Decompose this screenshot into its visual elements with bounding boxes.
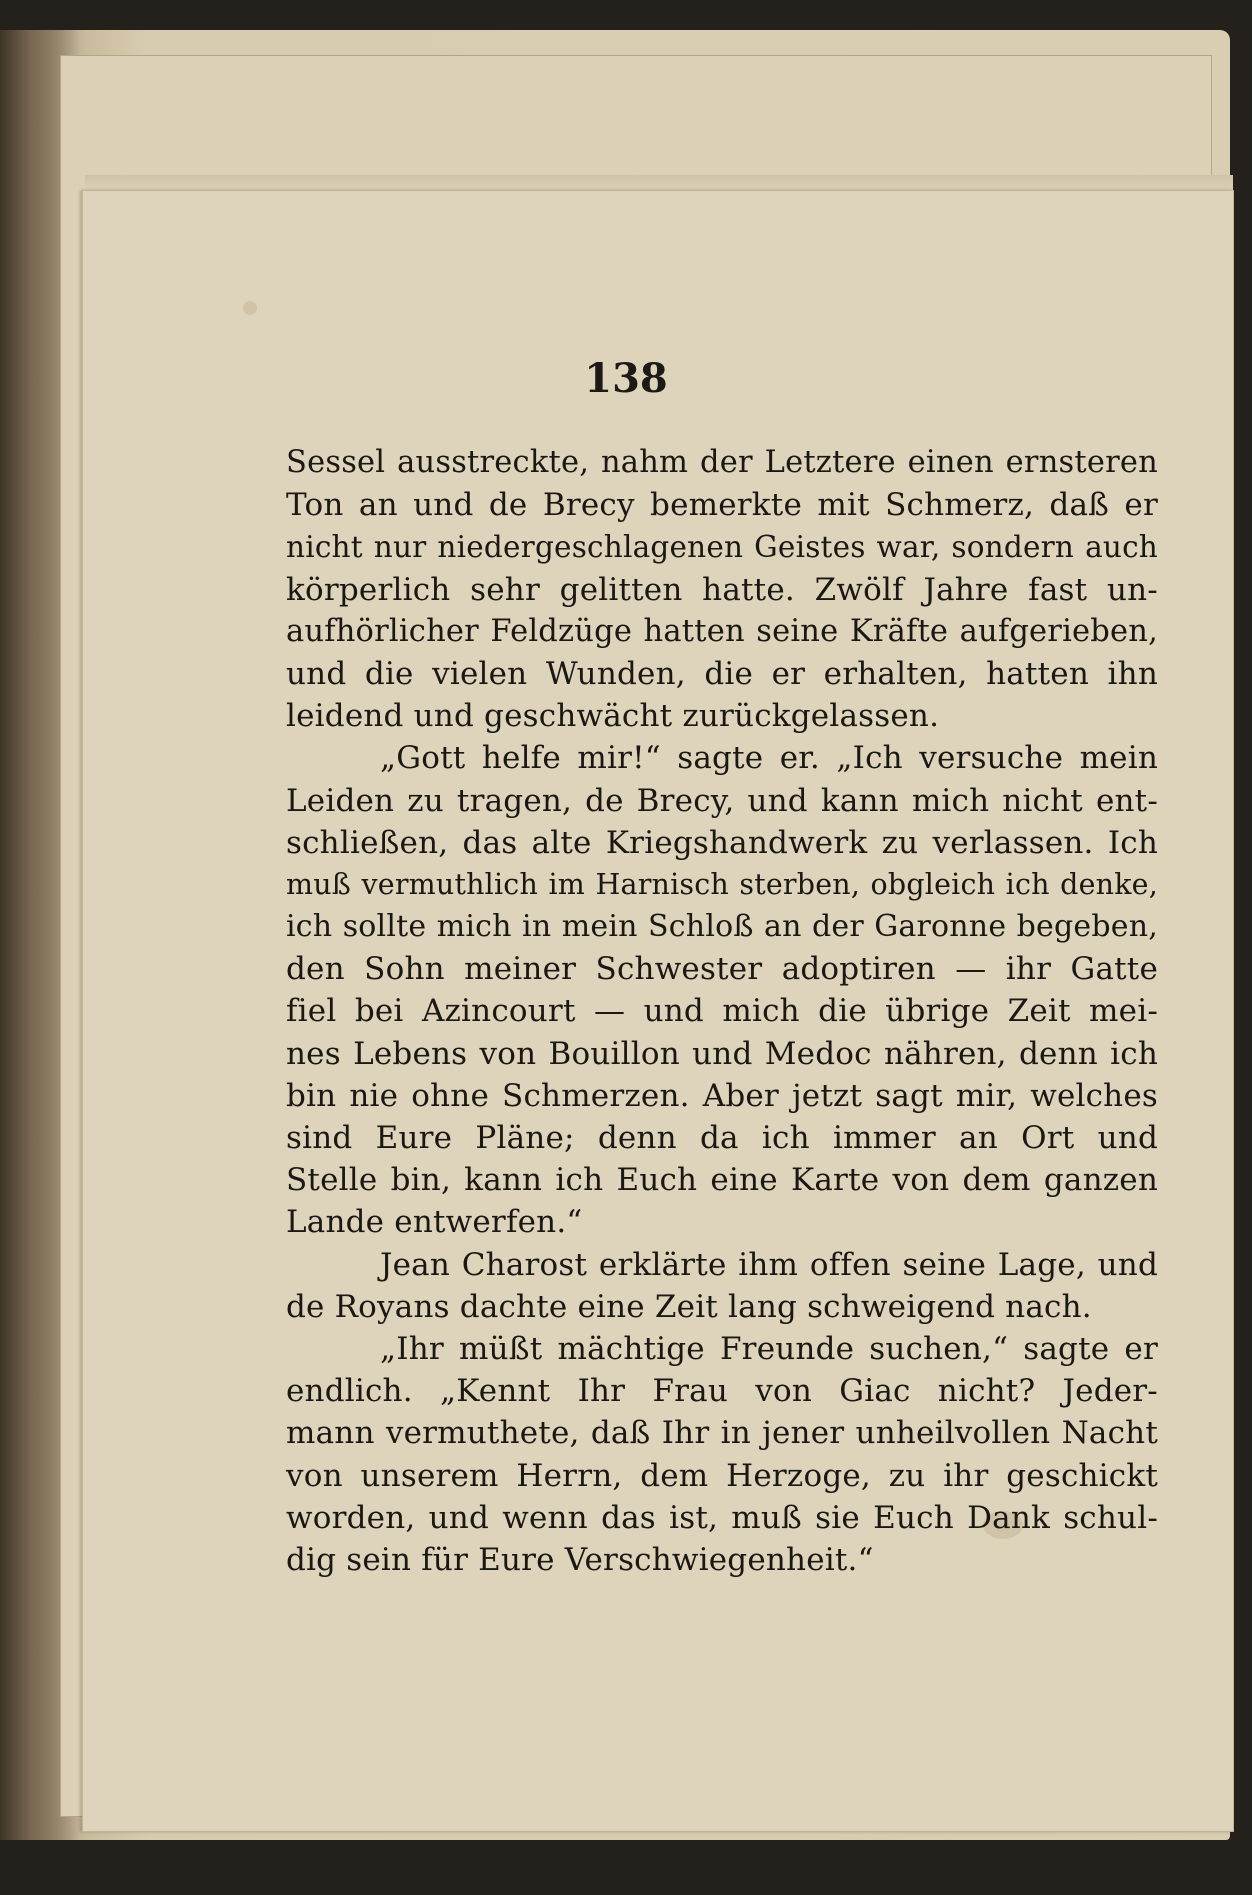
text-line: worden, und wenn das ist, muß sie Euch Dank schul-: [286, 1499, 1158, 1536]
text-line: Lande entwerfen.“: [286, 1204, 583, 1241]
text-line: „Ihr müßt mächtige Freunde suchen,“ sagte er: [380, 1330, 1158, 1367]
text-line: dig sein für Eure Verschwiegenheit.“: [286, 1541, 874, 1578]
body-text: [286, 442, 1158, 1581]
text-line: mann vermuthete, daß Ihr in jener unheilvollen Nacht: [286, 1415, 1158, 1452]
text-line: schließen, das alte Kriegshandwerk zu verlassen. Ich: [286, 824, 1158, 861]
text-line: sind Eure Pläne; denn da ich immer an Ort und: [286, 1120, 1158, 1156]
text-line: Leiden zu tragen, de Brecy, und kann mich nicht ent-: [286, 782, 1158, 819]
text-line: fiel bei Azincourt — und mich die übrige Zeit mei-: [286, 993, 1158, 1030]
text-line: den Sohn meiner Schwester adoptiren — ihr Gatte: [286, 951, 1158, 988]
text-line: leidend und geschwächt zurückgelassen.: [286, 698, 940, 735]
text-line: Ton an und de Brecy bemerkte mit Schmerz, daß er: [286, 487, 1158, 524]
page-number: 138: [584, 355, 668, 402]
text-line: nes Lebens von Bouillon und Medoc nähren, denn ich: [286, 1035, 1158, 1072]
text-line: muß vermuthlich im Harnisch sterben, obgleich ich denke,: [286, 867, 1158, 901]
text-line: Sessel ausstreckte, nahm der Letztere einen ernsteren: [286, 445, 1158, 480]
text-line: Stelle bin, kann ich Euch eine Karte von dem ganzen: [286, 1162, 1158, 1199]
text-line: von unserem Herrn, dem Herzoge, zu ihr geschickt: [286, 1457, 1158, 1494]
text-line: bin nie ohne Schmerzen. Aber jetzt sagt mir, welches: [286, 1077, 1158, 1114]
text-line: aufhörlicher Feldzüge hatten seine Kräfte aufgerieben,: [286, 613, 1158, 649]
text-line: und die vielen Wunden, die er erhalten, hatten ihn: [286, 655, 1158, 692]
text-line: nicht nur niedergeschlagenen Geistes war, sondern auch: [286, 530, 1158, 565]
paper-stain: [243, 301, 257, 315]
text-line: „Gott helfe mir!“ sagte er. „Ich versuche mein: [380, 740, 1158, 777]
text-line: ich sollte mich in mein Schloß an der Garonne begeben,: [286, 909, 1158, 945]
text-line: de Royans dachte eine Zeit lang schweigend nach.: [286, 1288, 1092, 1325]
text-line: körperlich sehr gelitten hatte. Zwölf Jahre fast un-: [286, 571, 1158, 608]
text-line: Jean Charost erklärte ihm offen seine Lage, und: [380, 1246, 1158, 1283]
text-line: endlich. „Kennt Ihr Frau von Giac nicht? Jeder-: [286, 1373, 1158, 1410]
